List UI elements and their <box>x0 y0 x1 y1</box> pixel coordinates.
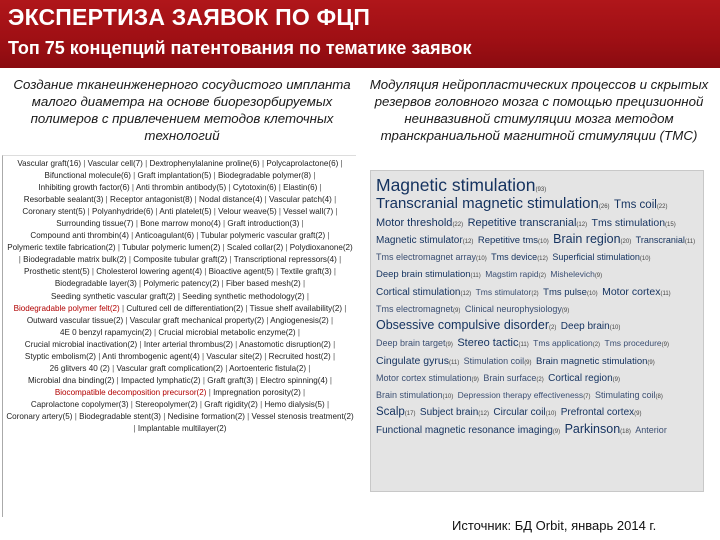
term-separator: | <box>311 171 316 181</box>
concept-count: (11) <box>470 273 481 280</box>
left-concept-term: Vascular patch(4) <box>269 195 332 205</box>
left-concept-term: Vascular cell(7) <box>87 159 143 168</box>
left-concept-term: Impacted lymphatic(2) <box>120 375 201 385</box>
concept-count: (2) <box>592 342 601 349</box>
term-separator: | <box>330 339 336 349</box>
concept-label: Circular coil <box>493 407 546 419</box>
concept-count: (2) <box>531 290 539 297</box>
right-concept-term <box>376 287 471 298</box>
right-concept-term <box>458 390 591 400</box>
concept-count: (10) <box>609 325 621 332</box>
concept-count: (20) <box>620 238 632 245</box>
left-concept-term: Elastin(6) <box>283 183 318 193</box>
right-concept-term <box>478 235 549 246</box>
concept-label: Tms stimulator <box>475 286 532 297</box>
concept-label: Repetitive transcranial <box>467 216 577 229</box>
term-separator: | <box>136 279 144 289</box>
left-concept-term: Scaled collar(2) <box>226 243 284 253</box>
term-separator: | <box>133 424 138 434</box>
left-concept-term: Polyanhydride(6) <box>92 207 154 217</box>
term-separator: | <box>220 219 228 229</box>
left-concept-term: Vessel wall(7) <box>283 207 334 217</box>
concept-count: (12) <box>537 256 548 263</box>
right-concept-term <box>376 175 546 195</box>
term-separator: | <box>338 159 343 168</box>
left-concept-term: Seeding synthetic vascular graft(2) <box>51 291 176 301</box>
term-separator: | <box>295 327 300 337</box>
concept-label: Tms stimulation <box>591 216 666 229</box>
term-separator: | <box>123 315 130 325</box>
right-concept-term <box>636 235 695 245</box>
left-concept-term: Biocompatible decomposition precursor(2) <box>54 387 207 397</box>
term-separator: | <box>222 363 230 373</box>
concept-label: Tms pulse <box>543 286 587 298</box>
concept-count: (15) <box>665 221 676 228</box>
right-concept-term <box>485 269 546 279</box>
concept-count: (10) <box>586 290 598 297</box>
left-concept-term: Bifunctional molecule(6) <box>44 171 131 181</box>
term-separator: | <box>262 195 270 205</box>
right-concept-term <box>602 286 671 298</box>
concept-label: Magnetic stimulation <box>376 175 536 195</box>
left-concept-term: Hemo dialysis(5) <box>264 399 325 409</box>
right-concept-term <box>376 269 481 280</box>
term-separator: | <box>85 207 93 217</box>
left-concept-term: Tissue shelf availability(2) <box>249 303 343 313</box>
concept-label: Magstim rapid <box>485 269 539 280</box>
concept-label: Tms electromagnet <box>376 303 454 314</box>
left-concept-term: Graft rigidity(2) <box>204 399 258 409</box>
left-concept-term: Vascular graft complication(2) <box>116 363 223 373</box>
left-concept-term: Resorbable sealant(3) <box>23 195 104 205</box>
left-concept-term: Compound anti thrombin(4) <box>30 231 129 241</box>
concept-label: Brain stimulation <box>376 390 443 401</box>
concept-label: Tms application <box>533 338 593 349</box>
left-concept-term: Aortoenteric fistula(2) <box>229 363 307 373</box>
left-concept-term: Outward vascular tissue(2) <box>26 315 124 325</box>
left-concept-term: Stereopolymer(2) <box>135 399 198 409</box>
term-separator: | <box>342 303 347 313</box>
concept-count: (2) <box>538 273 546 280</box>
left-concept-term: Polymeric textile fabrication(2) <box>7 243 116 253</box>
concept-count: (9) <box>634 411 642 418</box>
left-concept-term: Biodegradable layer(3) <box>54 279 137 289</box>
term-separator: | <box>200 375 208 385</box>
concept-count: (9) <box>661 342 670 349</box>
concept-count: (12) <box>478 411 489 418</box>
left-concept-term: Recruited host(2) <box>268 351 331 361</box>
concept-count: (12) <box>462 238 474 245</box>
concept-label: Cortical region <box>548 372 613 384</box>
right-concept-term <box>561 321 621 332</box>
right-concept-term <box>476 287 539 297</box>
left-concept-term: Velour weave(5) <box>218 207 277 217</box>
right-concept-term <box>457 337 528 349</box>
concept-label: Depression therapy effectiveness <box>457 390 584 401</box>
concept-count: (22) <box>656 204 668 211</box>
left-concept-term: Coronary artery(5) <box>6 411 73 421</box>
concept-count: (11) <box>448 359 460 366</box>
term-separator: | <box>330 351 336 361</box>
concept-label: Brain region <box>553 231 621 246</box>
right-concept-term <box>565 422 631 436</box>
concept-label: Prefrontal cortex <box>560 407 635 419</box>
concept-label: Motor cortex <box>602 285 661 298</box>
right-concept-term <box>483 373 543 383</box>
concept-label: Repetitive tms <box>477 234 539 246</box>
concept-count: (9) <box>524 359 532 366</box>
term-separator: | <box>331 267 336 277</box>
concept-label: Brain magnetic stimulation <box>535 355 648 367</box>
term-separator: | <box>119 303 127 313</box>
left-concept-term: Anti thrombogenic agent(4) <box>102 351 200 361</box>
term-separator: | <box>273 267 281 277</box>
term-separator: | <box>262 351 269 361</box>
right-concept-term <box>491 252 548 262</box>
concept-count: (2) <box>549 325 557 332</box>
right-concept-term <box>376 252 487 262</box>
left-concept-term: Vessel stenosis treatment(2) <box>251 411 354 421</box>
left-concept-term: Nedisine formation(2) <box>167 411 245 421</box>
concept-count: (11) <box>684 238 696 245</box>
concept-label: Stimulation coil <box>463 355 525 366</box>
term-separator: | <box>331 195 337 205</box>
left-concept-term: Biodegradable stent(3) <box>79 411 161 421</box>
left-concept-term: Graft introduction(3) <box>227 219 300 229</box>
concept-count: (10) <box>442 394 454 401</box>
left-concept-term: Graft implantation(5) <box>137 171 212 181</box>
left-concept-term: Crucial microbial metabolic enzyme(2) <box>158 327 296 337</box>
source-note: Источник: БД Orbit, январь 2014 г. <box>452 518 657 533</box>
concept-label: Deep brain <box>560 321 610 333</box>
left-concept-term: Bone marrow mono(4) <box>140 219 221 229</box>
right-concept-term <box>543 287 598 298</box>
concept-label: Mishelevich <box>550 269 595 280</box>
term-separator: | <box>153 207 160 217</box>
left-concept-term: Surrounding tissue(7) <box>56 219 134 229</box>
left-concept-term: Inter arterial thrombus(2) <box>143 339 233 349</box>
term-separator: | <box>199 351 207 361</box>
term-separator: | <box>264 315 271 325</box>
concept-label: Transcranial <box>635 234 685 245</box>
concept-count: (18) <box>620 428 631 435</box>
term-separator: | <box>95 351 103 361</box>
term-separator: | <box>226 183 233 193</box>
concept-count: (10) <box>639 256 651 263</box>
term-separator: | <box>227 255 234 265</box>
concept-label: Obsessive compulsive disorder <box>376 318 549 333</box>
concept-count: (9) <box>594 273 603 280</box>
right-concept-term <box>536 356 655 367</box>
concept-label: Deep brain target <box>376 338 446 349</box>
term-separator: | <box>89 267 97 277</box>
term-separator: | <box>115 243 123 253</box>
page-subtitle: Топ 75 концепций патентования по тематике заявок <box>8 38 472 58</box>
term-separator: | <box>259 159 267 168</box>
concept-count: (2) <box>536 376 544 383</box>
term-separator: | <box>300 387 306 397</box>
concept-count: (93) <box>535 187 547 193</box>
concept-label: Tms procedure <box>604 338 662 349</box>
left-concept-term: Transcriptional repressors(4) <box>233 255 337 265</box>
term-separator: | <box>18 255 24 265</box>
right-concept-term <box>548 373 620 384</box>
concept-count: (17) <box>404 411 416 418</box>
concept-label: Cingulate gyrus <box>376 354 449 367</box>
left-concept-term: Prosthetic stent(5) <box>24 267 90 277</box>
term-separator: | <box>300 279 306 289</box>
term-separator: | <box>211 171 218 181</box>
left-concept-term: Vascular graft mechanical property(2) <box>129 315 265 325</box>
right-concept-cloud <box>370 170 704 492</box>
term-separator: | <box>137 339 144 349</box>
right-concept-term <box>493 407 556 418</box>
concept-label: Tms coil <box>614 199 657 212</box>
concept-count: (9) <box>445 342 453 349</box>
right-concept-term <box>376 406 415 418</box>
right-concept-term <box>468 217 588 229</box>
left-concept-term: Vascular graft(16) <box>17 159 82 168</box>
left-concept-term: Anti platelet(5) <box>159 207 212 217</box>
term-separator: | <box>72 411 80 421</box>
concept-count: (9) <box>471 376 479 383</box>
concept-count: (10) <box>545 411 557 418</box>
term-separator: | <box>324 399 330 409</box>
term-separator: | <box>130 171 138 181</box>
left-concept-term: Anticoagulant(6) <box>135 231 195 241</box>
right-concept-term <box>465 304 569 314</box>
term-separator: | <box>211 207 219 217</box>
concept-count: (10) <box>476 256 487 263</box>
right-concept-term <box>614 199 667 211</box>
term-separator: | <box>253 375 261 385</box>
page-title: ЭКСПЕРТИЗА ЗАЯВОК ПО ФЦП <box>8 4 371 30</box>
concept-count: (9) <box>647 359 655 366</box>
header-banner <box>0 0 720 68</box>
left-concept-term: Polycaprolactone(6) <box>266 159 339 168</box>
right-concept-term <box>561 407 642 418</box>
right-concept-term <box>635 425 667 435</box>
term-separator: | <box>243 303 250 313</box>
concept-count: (26) <box>598 204 610 211</box>
left-concept-term: Polymeric patency(2) <box>143 279 220 289</box>
left-concept-term: Polydioxanone(2) <box>289 243 353 253</box>
term-separator: | <box>244 411 252 421</box>
concept-count: (9) <box>552 428 561 435</box>
term-separator: | <box>276 183 284 193</box>
right-concept-term <box>420 407 489 418</box>
left-concept-term: Inhibiting growth factor(6) <box>38 183 130 193</box>
left-concept-term: Fiber based mesh(2) <box>226 279 301 289</box>
concept-label: Tms electromagnet array <box>376 252 477 263</box>
term-separator: | <box>133 219 141 229</box>
concept-label: Motor cortex stimulation <box>376 372 472 383</box>
left-concept-cloud <box>2 155 356 517</box>
concept-label: Clinical neurophysiology <box>464 303 562 314</box>
right-concept-term <box>592 217 676 229</box>
concept-count: (22) <box>452 221 464 228</box>
concept-label: Functional magnetic resonance imaging <box>376 424 553 436</box>
term-separator: | <box>299 219 304 229</box>
right-concept-term <box>553 232 631 246</box>
concept-label: Anterior <box>635 424 667 435</box>
term-separator: | <box>114 375 121 385</box>
left-concept-term: Textile graft(3) <box>280 267 332 277</box>
term-separator: | <box>276 207 284 217</box>
right-concept-term <box>376 390 453 400</box>
right-concept-term <box>550 269 602 279</box>
term-separator: | <box>128 399 136 409</box>
left-concept-term: Coronary stent(5) <box>22 207 86 217</box>
left-concept-term: Anastomotic disruption(2) <box>239 339 331 349</box>
right-concept-term <box>376 195 610 212</box>
left-concept-term: Cholesterol lowering agent(4) <box>96 267 203 277</box>
left-concept-term: Electro spinning(4) <box>260 375 328 385</box>
right-concept-term <box>376 217 463 229</box>
right-concept-term <box>376 355 459 367</box>
concept-label: Superficial stimulation <box>552 252 640 263</box>
left-concept-term: Impregnation porosity(2) <box>213 387 301 397</box>
right-concept-term <box>376 425 560 436</box>
term-separator: | <box>142 159 150 168</box>
term-separator: | <box>202 267 209 277</box>
right-concept-term <box>376 373 479 383</box>
term-separator: | <box>333 207 338 217</box>
term-separator: | <box>328 315 334 325</box>
term-separator: | <box>304 291 309 301</box>
term-separator: | <box>257 399 265 409</box>
term-separator: | <box>129 183 136 193</box>
term-separator: | <box>232 339 240 349</box>
term-separator: | <box>128 231 136 241</box>
left-concept-term: Bioactive agent(5) <box>208 267 274 277</box>
left-concept-term: Tubular polymeric vascular graft(2) <box>200 231 326 241</box>
concept-count: (9) <box>612 376 620 383</box>
concept-label: Parkinson <box>564 421 621 436</box>
right-concept-term <box>376 304 460 314</box>
right-column-heading: Модуляция нейропластических процессов и скрытых резервов головного мозга с помощью прецизионной неинвазивной стимуляции мозга методом транскраниальной магнитной стимуляции (ТМС) <box>369 77 709 143</box>
right-concept-term <box>376 235 473 246</box>
left-concept-term: Nodal distance(4) <box>198 195 263 205</box>
concept-count: (9) <box>453 307 461 314</box>
right-concept-term <box>595 390 663 400</box>
left-concept-term: Tubular polymeric lumen(2) <box>122 243 221 253</box>
left-concept-term: Angiogenesis(2) <box>270 315 329 325</box>
concept-label: Scalp <box>376 406 405 419</box>
concept-count: (10) <box>538 238 549 245</box>
concept-count: (12) <box>576 221 588 228</box>
term-separator: | <box>192 195 199 205</box>
concept-count: (12) <box>460 290 472 297</box>
left-concept-term: Caprolactone copolymer(3) <box>30 399 129 409</box>
left-concept-term: Dextrophenylalanine proline(6) <box>149 159 260 168</box>
left-concept-term: Vascular site(2) <box>206 351 263 361</box>
left-concept-term: Styptic embolism(2) <box>24 351 96 361</box>
concept-label: Stimulating coil <box>594 390 656 401</box>
term-separator: | <box>126 255 134 265</box>
concept-label: Magnetic stimulator <box>376 234 463 246</box>
concept-label: Tms device <box>491 252 538 263</box>
term-separator: | <box>194 231 201 241</box>
left-concept-term: Microbial dna binding(2) <box>27 375 115 385</box>
concept-label: Stereo tactic <box>457 337 519 350</box>
left-concept-term: Cultured cell de differentiation(2) <box>126 303 244 313</box>
left-concept-term: Seeding synthetic methodology(2) <box>182 291 305 301</box>
term-separator: | <box>283 243 290 253</box>
concept-label: Brain surface <box>483 372 537 383</box>
term-separator: | <box>306 363 311 373</box>
concept-count: (11) <box>660 290 671 297</box>
term-separator: | <box>175 291 183 301</box>
left-concept-term: Implantable multilayer(2) <box>137 424 227 434</box>
right-concept-term <box>533 338 600 348</box>
term-separator: | <box>327 375 332 385</box>
right-concept-term <box>464 356 532 366</box>
term-separator: | <box>336 255 342 265</box>
term-separator: | <box>103 195 111 205</box>
concept-label: Cortical stimulation <box>376 286 461 298</box>
term-separator: | <box>160 411 168 421</box>
term-separator: | <box>151 327 159 337</box>
term-separator: | <box>317 183 322 193</box>
concept-count: (9) <box>561 307 570 314</box>
left-concept-term: Crucial microbial inactivation(2) <box>24 339 138 349</box>
left-concept-term: Biodegradable polymer(8) <box>217 171 312 181</box>
left-column-heading: Создание тканеинженерного сосудистого импланта малого диаметра на основе биорезорбируемых полимеров с привлечением методов клеточных технологий <box>13 77 351 143</box>
left-concept-term: Cytotoxin(6) <box>232 183 277 193</box>
concept-count: (8) <box>655 394 663 401</box>
term-separator: | <box>197 399 205 409</box>
term-separator: | <box>81 159 88 168</box>
left-concept-term: Receptor antagonist(8) <box>110 195 193 205</box>
right-concept-term <box>376 318 556 332</box>
right-concept-term <box>376 338 453 348</box>
left-concept-term: Biodegradable matrix bulk(2) <box>23 255 127 265</box>
left-concept-term: Graft graft(3) <box>207 375 254 385</box>
right-concept-term <box>552 252 650 262</box>
left-concept-term: Biodegradable polymer felt(2) <box>13 303 120 313</box>
term-separator: | <box>325 231 330 241</box>
concept-count: (7) <box>583 394 591 401</box>
term-separator: | <box>109 363 117 373</box>
term-separator: | <box>220 243 227 253</box>
concept-label: Subject brain <box>419 407 479 419</box>
left-concept-term: 4E 0 benzyl rapamycin(2) <box>60 327 152 337</box>
term-separator: | <box>206 387 214 397</box>
left-concept-term: Composite tubular graft(2) <box>133 255 228 265</box>
concept-count: (11) <box>518 342 529 349</box>
term-separator: | <box>219 279 227 289</box>
concept-label: Motor threshold <box>376 216 453 229</box>
concept-label: Transcranial magnetic stimulation <box>376 195 599 213</box>
left-concept-term: Anti thrombin antibody(5) <box>135 183 227 193</box>
left-concept-term: 26 glitvers 40 (2) <box>49 363 110 373</box>
concept-label: Deep brain stimulation <box>376 269 471 281</box>
right-concept-term <box>605 338 670 348</box>
